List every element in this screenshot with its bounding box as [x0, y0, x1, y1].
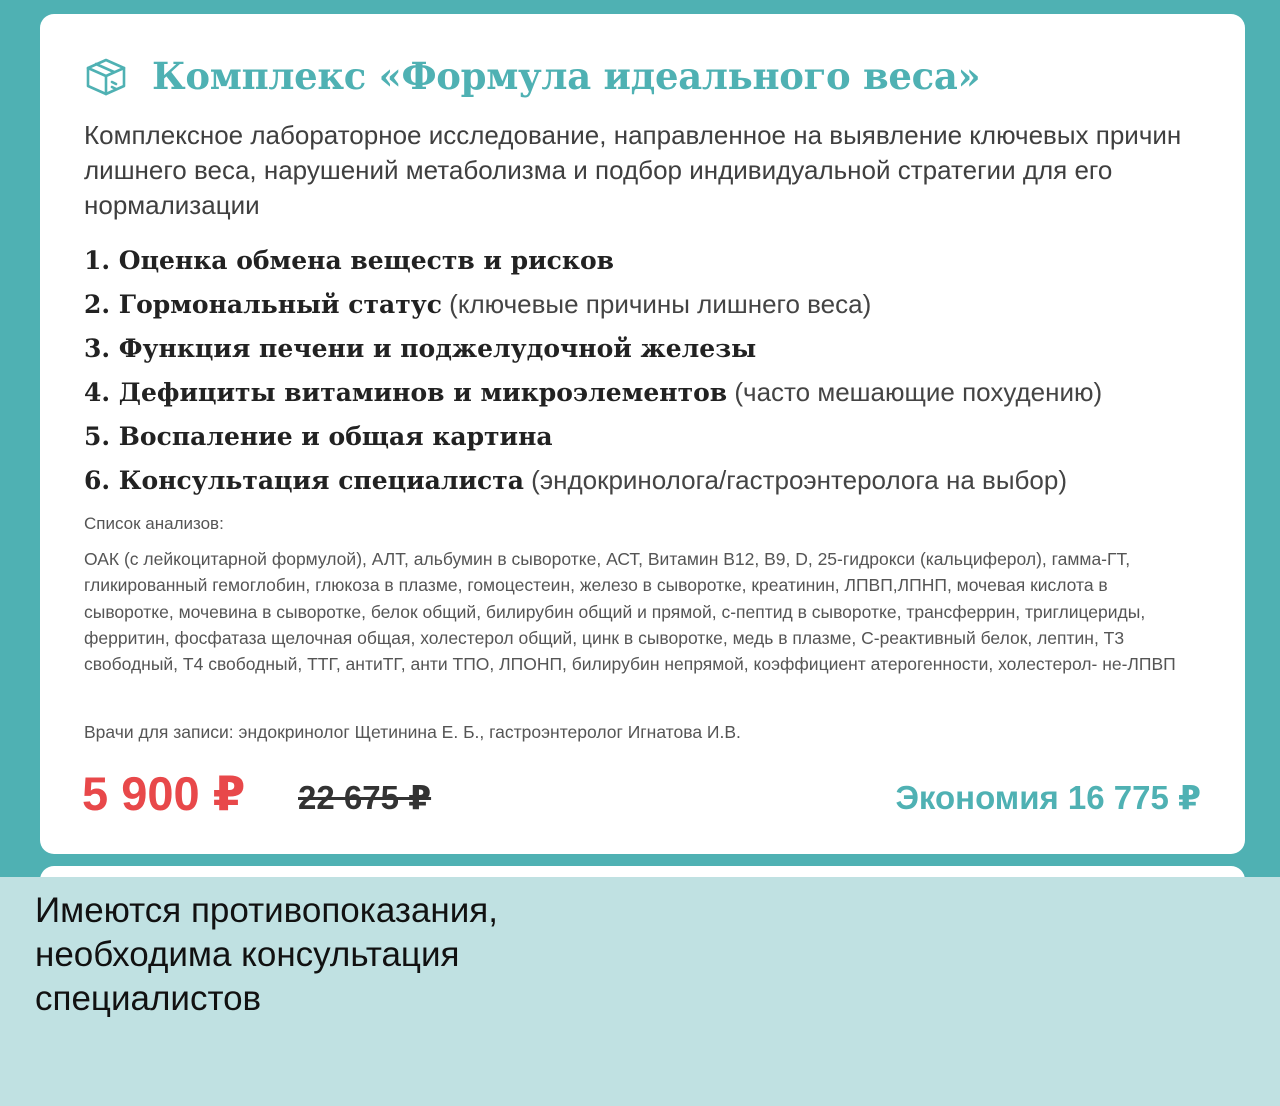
points-list — [84, 238, 1102, 502]
analyses-list: ОАК (с лейкоцитарной формулой), АЛТ, альбумин в сыворотке, АСТ, Витамин В12, В9, D, 25-гидрокси (кальциферол), гамма-ГТ, гликированный гемоглобин, глюкоза в плазме, гомоцестеин, железо в сыворотке, креатинин, ЛПВП,ЛПНП, мочевая кислота в сыворотке, мочевина в сыворотке, белок общий, билирубин общий и прямой, с-пептид в сыворотке, трансферрин, триглицериды, ферритин, фосфатаза щелочная общая, холестерол общий, цинк в сыворотке, медь в плазме, С-реактивный белок, лептин, Т3 свободный, Т4 свободный, ТТГ, антиТГ, анти ТПО, ЛПОНП, билирубин непрямой, коэффициент атерогенности, холестерол- не-ЛПВП — [84, 549, 1176, 675]
disclaimer-banner — [0, 877, 1280, 1106]
point-title: 6. Консультация специалиста — [84, 466, 524, 495]
point-title: 3. Функция печени и поджелудочной железы — [84, 334, 757, 363]
point-note: (ключевые причины лишнего веса) — [441, 289, 872, 319]
point-note: (часто мешающие похудению) — [727, 377, 1103, 407]
card-description: Комплексное лабораторное исследование, направленное на выявление ключевых причин лишнего веса, нарушений метаболизма и подбор индивидуальной стратегии для его нормализации — [84, 120, 1182, 220]
list-item — [84, 370, 1102, 414]
product-card — [40, 14, 1245, 854]
card-header — [82, 48, 980, 104]
box-icon — [82, 52, 130, 100]
list-item — [84, 326, 1102, 370]
current-price: 5 900 ₽ — [82, 767, 246, 820]
analyses-label: Список анализов: — [84, 514, 224, 533]
point-title: 4. Дефициты витаминов и микроэлементов — [84, 378, 728, 407]
list-item — [84, 458, 1102, 502]
savings-label: Экономия 16 775 ₽ — [895, 779, 1201, 816]
point-note: (эндокринолога/гастроэнтеролога на выбор) — [523, 465, 1067, 495]
list-item — [84, 238, 1102, 282]
disclaimer-text: Имеются противопоказания, необходима консультация специалистов — [35, 891, 498, 1018]
list-item — [84, 282, 1102, 326]
list-item — [84, 414, 1102, 458]
point-title: 1. Оценка обмена веществ и рисков — [84, 246, 614, 275]
point-title: 5. Воспаление и общая картина — [84, 422, 553, 451]
doctors-text: Врачи для записи: эндокринолог Щетинина Е. Б., гастроэнтеролог Игнатова И.В. — [84, 722, 741, 742]
old-price: 22 675 ₽ — [298, 779, 432, 816]
point-title: 2. Гормональный статус — [84, 290, 442, 319]
card-title: Комплекс «Формула идеального веса» — [152, 54, 981, 98]
